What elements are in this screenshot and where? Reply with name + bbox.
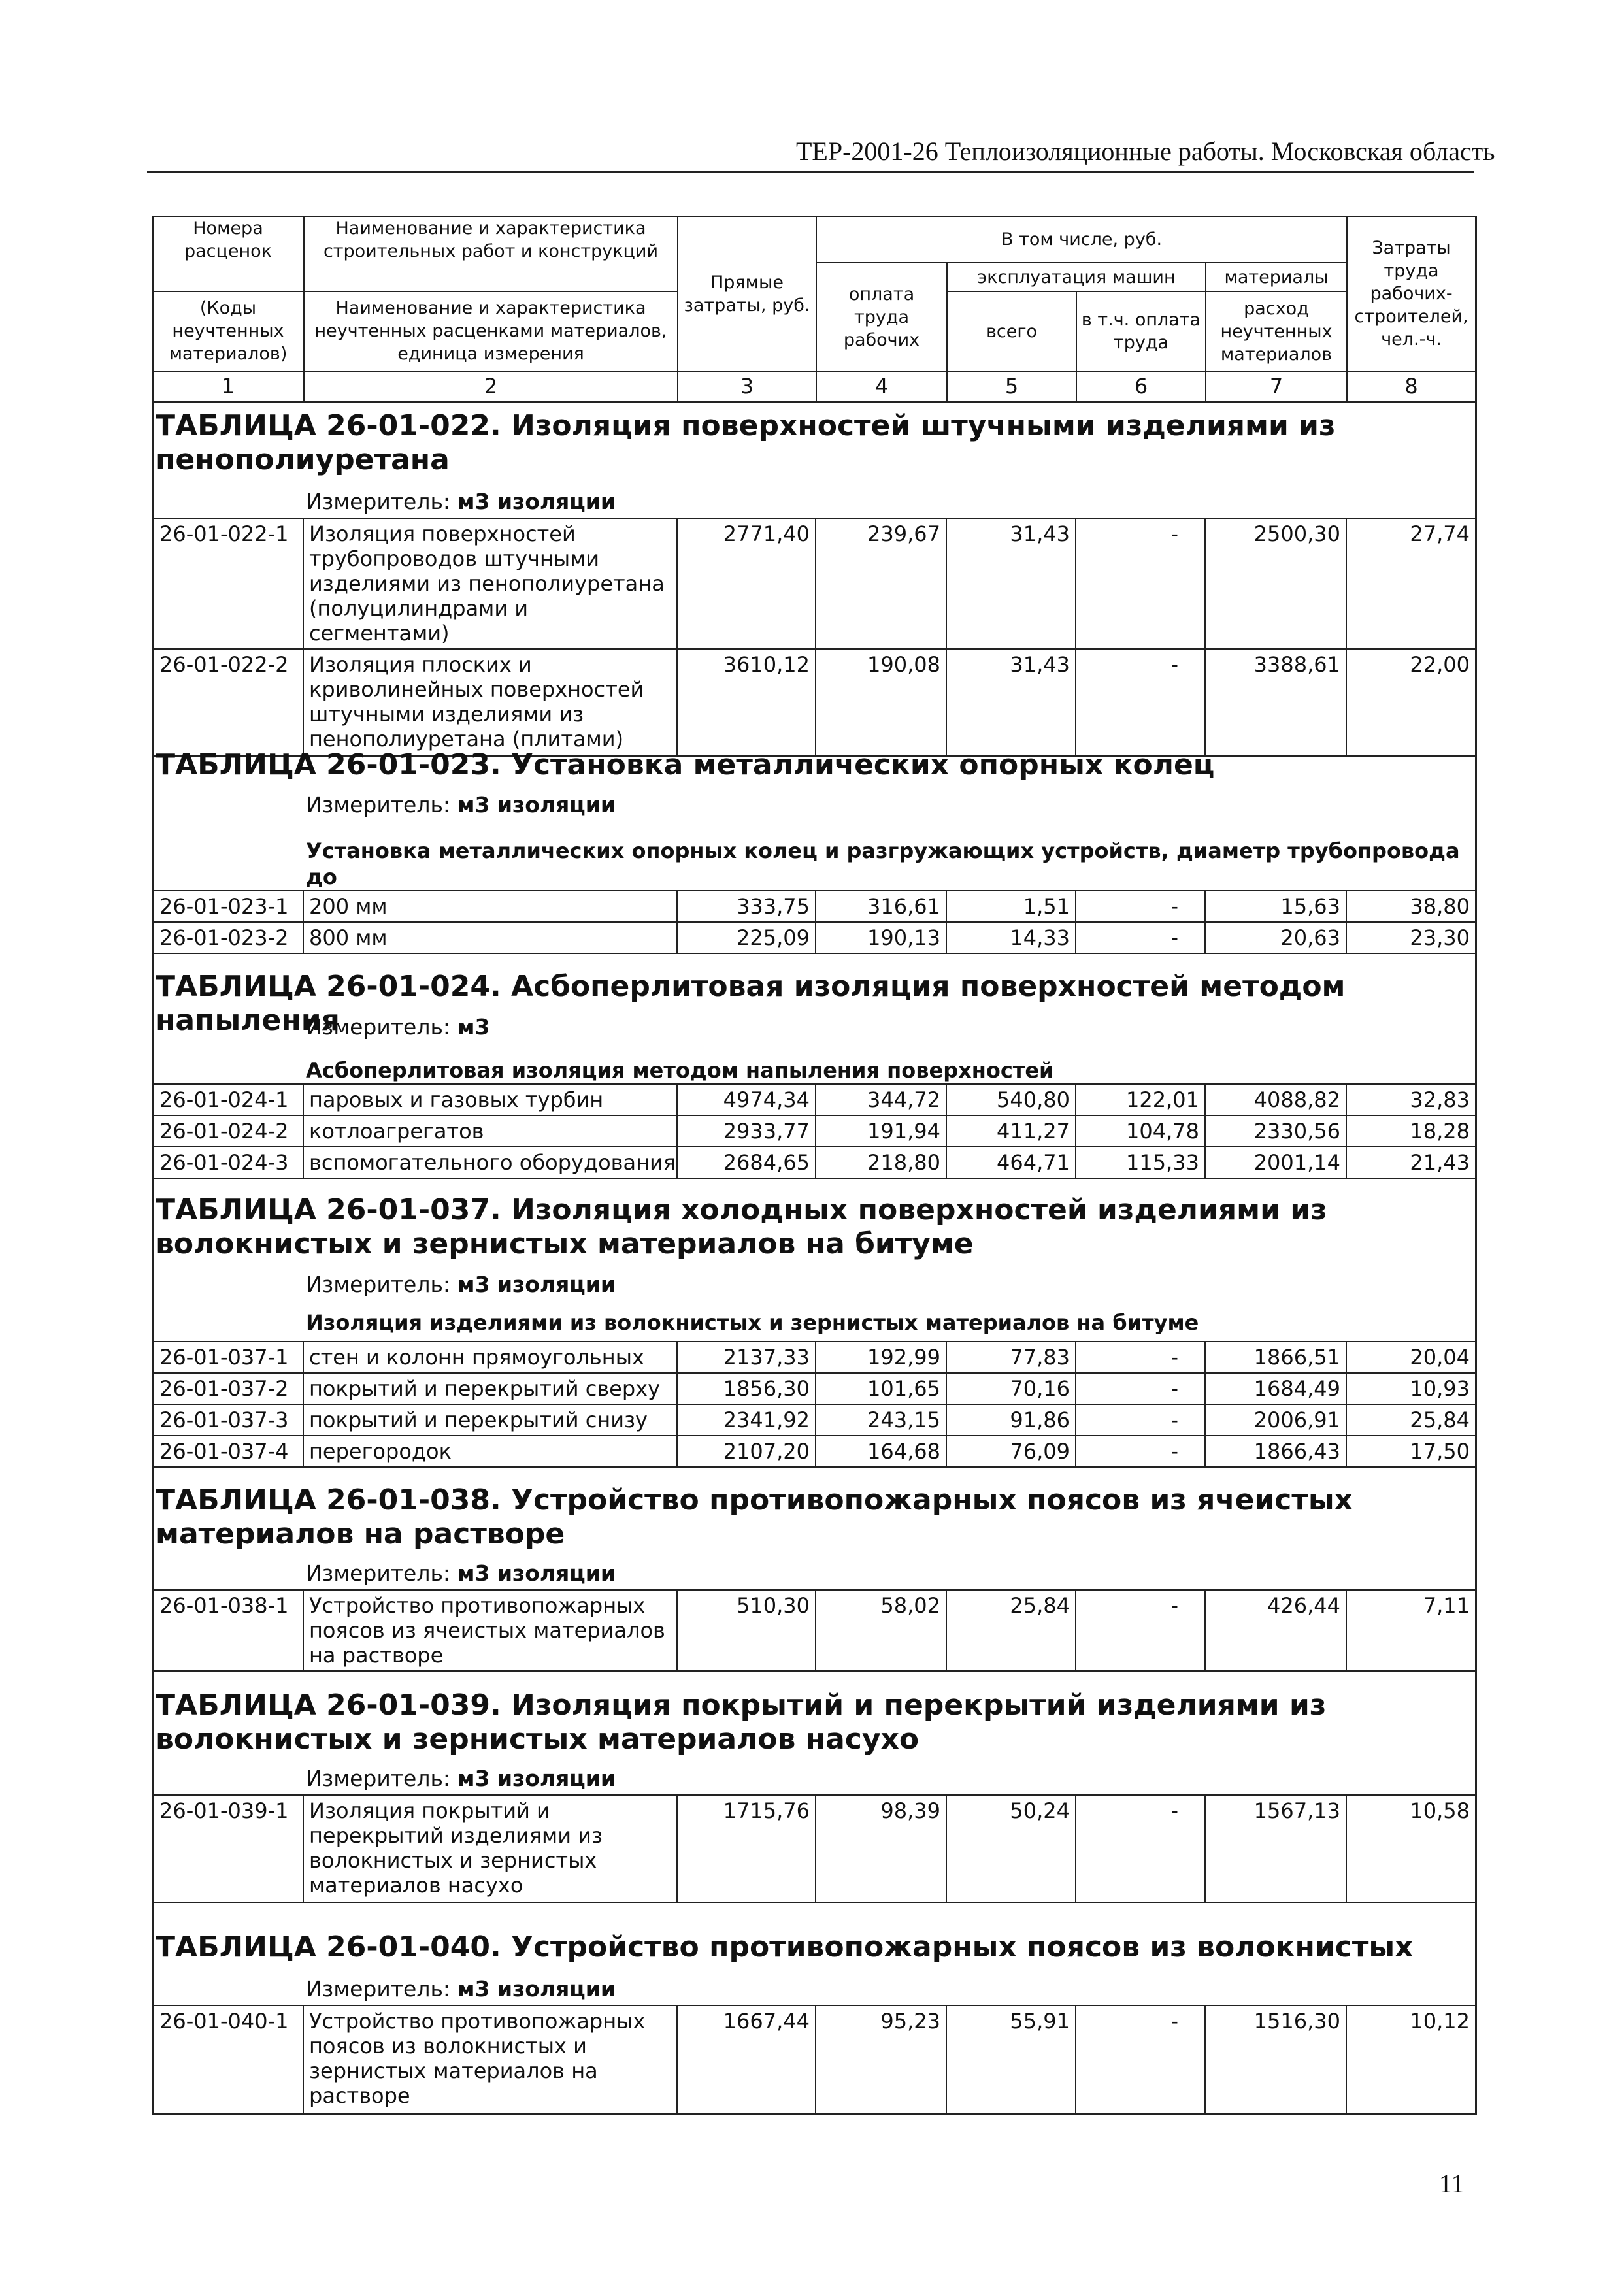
row-direct: 2341,92 [677, 1404, 816, 1436]
row-machines-labor: - [1076, 1795, 1205, 1902]
row-hours: 7,11 [1346, 1590, 1475, 1671]
data-table [152, 1794, 1475, 1903]
table-row [152, 649, 1475, 756]
measure-line: Измеритель: м3 изоляции [306, 1272, 616, 1297]
header-machines-total: всего [947, 291, 1076, 371]
table-row [152, 1115, 1475, 1147]
row-machines: 91,86 [946, 1404, 1076, 1436]
row-materials: 20,63 [1205, 922, 1346, 953]
page-header: ТЕР-2001-26 Теплоизоляционные работы. Московская область [796, 137, 1495, 166]
col-number: 2 [304, 371, 678, 402]
table-row [152, 1084, 1475, 1115]
header-material-codes: (Коды неучтенных материалов) [152, 291, 304, 371]
row-labor: 192,99 [816, 1342, 946, 1373]
table-row [152, 1795, 1475, 1902]
measure-line: Измеритель: м3 изоляции [306, 1560, 616, 1586]
row-materials: 1567,13 [1205, 1795, 1346, 1902]
row-hours: 10,93 [1346, 1373, 1475, 1404]
row-code: 26-01-024-1 [152, 1084, 303, 1115]
col-number: 4 [816, 371, 947, 402]
data-table [152, 2005, 1475, 2113]
row-name: перегородок [303, 1436, 677, 1467]
row-machines-labor: - [1076, 1404, 1205, 1436]
table-row [152, 1404, 1475, 1436]
row-code: 26-01-023-2 [152, 922, 303, 953]
row-direct: 1667,44 [677, 2005, 816, 2113]
row-hours: 38,80 [1346, 891, 1475, 922]
row-labor: 190,08 [816, 649, 946, 756]
row-hours: 10,12 [1346, 2005, 1475, 2113]
row-hours: 10,58 [1346, 1795, 1475, 1902]
table-row [152, 922, 1475, 953]
row-machines: 1,51 [946, 891, 1076, 922]
row-code: 26-01-022-1 [152, 518, 303, 649]
row-materials: 426,44 [1205, 1590, 1346, 1671]
row-machines: 70,16 [946, 1373, 1076, 1404]
table-row [152, 1147, 1475, 1178]
row-code: 26-01-040-1 [152, 2005, 303, 2113]
row-code: 26-01-024-2 [152, 1115, 303, 1147]
row-materials: 1516,30 [1205, 2005, 1346, 2113]
row-machines-labor: - [1076, 518, 1205, 649]
header-codes: Номера расценок [152, 216, 304, 263]
row-hours: 32,83 [1346, 1084, 1475, 1115]
header-materials-consumption: расход неучтенных материалов [1206, 291, 1347, 371]
group-title: Изоляция изделиями из волокнистых и зернистых материалов на битуме [306, 1310, 1199, 1335]
row-name: стен и колонн прямоугольных [303, 1342, 677, 1373]
row-machines: 50,24 [946, 1795, 1076, 1902]
row-name: покрытий и перекрытий сверху [303, 1373, 677, 1404]
row-materials: 1684,49 [1205, 1373, 1346, 1404]
row-hours: 20,04 [1346, 1342, 1475, 1373]
row-name: котлоагрегатов [303, 1115, 677, 1147]
row-labor: 344,72 [816, 1084, 946, 1115]
row-direct: 510,30 [677, 1590, 816, 1671]
data-table [152, 1589, 1475, 1672]
row-direct: 2684,65 [677, 1147, 816, 1178]
row-labor: 190,13 [816, 922, 946, 953]
row-name: 800 мм [303, 922, 677, 953]
row-hours: 17,50 [1346, 1436, 1475, 1467]
row-machines: 31,43 [946, 649, 1076, 756]
row-code: 26-01-039-1 [152, 1795, 303, 1902]
row-labor: 239,67 [816, 518, 946, 649]
row-machines-labor: - [1076, 1373, 1205, 1404]
row-direct: 1715,76 [677, 1795, 816, 1902]
row-hours: 23,30 [1346, 922, 1475, 953]
measure-line: Измеритель: м3 изоляции [306, 792, 616, 817]
column-header-table [152, 216, 1476, 403]
col-number: 5 [947, 371, 1076, 402]
header-labor: оплата труда рабочих [816, 263, 947, 371]
row-materials: 15,63 [1205, 891, 1346, 922]
row-direct: 3610,12 [677, 649, 816, 756]
row-machines: 540,80 [946, 1084, 1076, 1115]
row-name: Изоляция поверхностей трубопроводов штучными изделиями из пенополиуретана (полуцилиндрами и сегментами) [303, 518, 677, 649]
header-machines-labor: в т.ч. оплата труда [1076, 291, 1206, 371]
row-name: Изоляция плоских и криволинейных поверхностей штучными изделиями из пенополиуретана (плитами) [303, 649, 677, 756]
row-materials: 1866,43 [1205, 1436, 1346, 1467]
row-materials: 4088,82 [1205, 1084, 1346, 1115]
section-title: ТАБЛИЦА 26-01-040. Устройство противопожарных поясов из волокнистых [156, 1930, 1414, 1964]
header-labor-hours: Затраты труда рабочих-строителей, чел.-ч. [1347, 216, 1476, 371]
row-hours: 22,00 [1346, 649, 1475, 756]
row-labor: 191,94 [816, 1115, 946, 1147]
row-hours: 18,28 [1346, 1115, 1475, 1147]
row-name: 200 мм [303, 891, 677, 922]
col-number: 6 [1076, 371, 1206, 402]
row-materials: 2006,91 [1205, 1404, 1346, 1436]
row-direct: 1856,30 [677, 1373, 816, 1404]
row-materials: 1866,51 [1205, 1342, 1346, 1373]
row-name: Устройство противопожарных поясов из ячеистых материалов на растворе [303, 1590, 677, 1671]
group-title: Установка металлических опорных колец и разгружающих устройств, диаметр трубопровода до [306, 838, 1460, 889]
section-title: ТАБЛИЦА 26-01-022. Изоляция поверхностей штучными изделиями из пенополиуретана [156, 409, 1336, 476]
row-materials: 2330,56 [1205, 1115, 1346, 1147]
row-machines: 55,91 [946, 2005, 1076, 2113]
row-machines-labor: 104,78 [1076, 1115, 1205, 1147]
table-row [152, 891, 1475, 922]
header-name: Наименование и характеристика строительных работ и конструкций [304, 216, 678, 263]
row-code: 26-01-037-2 [152, 1373, 303, 1404]
header-direct: Прямые затраты, руб. [678, 216, 816, 371]
row-labor: 58,02 [816, 1590, 946, 1671]
row-code: 26-01-024-3 [152, 1147, 303, 1178]
row-machines: 25,84 [946, 1590, 1076, 1671]
row-direct: 2107,20 [677, 1436, 816, 1467]
measure-line: Измеритель: м3 [306, 1014, 490, 1040]
col-number: 3 [678, 371, 816, 402]
row-direct: 333,75 [677, 891, 816, 922]
row-materials: 2500,30 [1205, 518, 1346, 649]
row-machines: 76,09 [946, 1436, 1076, 1467]
row-machines-labor: - [1076, 922, 1205, 953]
measure-unit: м3 изоляции [457, 1976, 616, 2002]
table-row [152, 2005, 1475, 2113]
table-row [152, 1342, 1475, 1373]
row-code: 26-01-038-1 [152, 1590, 303, 1671]
row-machines: 31,43 [946, 518, 1076, 649]
row-machines-labor: - [1076, 2005, 1205, 2113]
row-name: Устройство противопожарных поясов из волокнистых и зернистых материалов на растворе [303, 2005, 677, 2113]
row-labor: 98,39 [816, 1795, 946, 1902]
section-title: ТАБЛИЦА 26-01-038. Устройство противопожарных поясов из ячеистых материалов на растворе [156, 1483, 1353, 1551]
row-code: 26-01-037-4 [152, 1436, 303, 1467]
row-machines-labor: 115,33 [1076, 1147, 1205, 1178]
row-code: 26-01-023-1 [152, 891, 303, 922]
measure-unit: м3 изоляции [457, 1272, 616, 1297]
col-number: 7 [1206, 371, 1347, 402]
row-name: Изоляция покрытий и перекрытий изделиями из волокнистых и зернистых материалов насухо [303, 1795, 677, 1902]
row-code: 26-01-022-2 [152, 649, 303, 756]
data-table [152, 890, 1475, 954]
section-title: ТАБЛИЦА 26-01-023. Установка металлических опорных колец [156, 748, 1215, 782]
row-labor: 243,15 [816, 1404, 946, 1436]
measure-line: Измеритель: м3 изоляции [306, 1766, 616, 1791]
table-row [152, 1590, 1475, 1671]
row-direct: 225,09 [677, 922, 816, 953]
data-table [152, 1083, 1475, 1179]
section-title: ТАБЛИЦА 26-01-024. Асбоперлитовая изоляция поверхностей методом напыления [156, 970, 1346, 1037]
measure-line: Измеритель: м3 изоляции [306, 489, 616, 514]
page-number: 11 [1439, 2169, 1465, 2198]
row-direct: 2137,33 [677, 1342, 816, 1373]
row-labor: 218,80 [816, 1147, 946, 1178]
row-name: покрытий и перекрытий снизу [303, 1404, 677, 1436]
header-material-name: Наименование и характеристика неучтенных расценками материалов, единица измерения [304, 291, 678, 371]
measure-unit: м3 [457, 1014, 490, 1040]
row-machines-labor: 122,01 [1076, 1084, 1205, 1115]
row-name: вспомогательного оборудования [303, 1147, 677, 1178]
row-labor: 316,61 [816, 891, 946, 922]
row-direct: 2933,77 [677, 1115, 816, 1147]
row-machines-labor: - [1076, 891, 1205, 922]
table-row [152, 518, 1475, 649]
header-rule [147, 171, 1474, 173]
table-row [152, 1436, 1475, 1467]
row-machines-labor: - [1076, 649, 1205, 756]
row-hours: 25,84 [1346, 1404, 1475, 1436]
group-title: Асбоперлитовая изоляция методом напыления поверхностей [306, 1058, 1054, 1083]
row-machines-labor: - [1076, 1436, 1205, 1467]
row-name: паровых и газовых турбин [303, 1084, 677, 1115]
row-hours: 27,74 [1346, 518, 1475, 649]
row-machines-labor: - [1076, 1342, 1205, 1373]
data-table [152, 1341, 1475, 1468]
header-including: В том числе, руб. [816, 216, 1347, 263]
measure-unit: м3 изоляции [457, 792, 616, 817]
measure-line: Измеритель: м3 изоляции [306, 1976, 616, 2002]
row-machines: 464,71 [946, 1147, 1076, 1178]
section-title: ТАБЛИЦА 26-01-037. Изоляция холодных поверхностей изделиями из волокнистых и зернистых материалов на битуме [156, 1193, 1327, 1261]
section-title: ТАБЛИЦА 26-01-039. Изоляция покрытий и перекрытий изделиями из волокнистых и зернистых материалов насухо [156, 1689, 1327, 1756]
row-direct: 2771,40 [677, 518, 816, 649]
row-code: 26-01-037-3 [152, 1404, 303, 1436]
row-machines: 411,27 [946, 1115, 1076, 1147]
header-materials: материалы [1206, 263, 1347, 291]
table-row [152, 1373, 1475, 1404]
col-number: 1 [152, 371, 304, 402]
row-labor: 164,68 [816, 1436, 946, 1467]
data-table [152, 518, 1475, 757]
row-machines: 14,33 [946, 922, 1076, 953]
row-machines-labor: - [1076, 1590, 1205, 1671]
row-materials: 2001,14 [1205, 1147, 1346, 1178]
row-labor: 95,23 [816, 2005, 946, 2113]
row-materials: 3388,61 [1205, 649, 1346, 756]
row-direct: 4974,34 [677, 1084, 816, 1115]
col-number: 8 [1347, 371, 1476, 402]
measure-unit: м3 изоляции [457, 1560, 616, 1586]
measure-unit: м3 изоляции [457, 1766, 616, 1791]
row-machines: 77,83 [946, 1342, 1076, 1373]
header-machines: эксплуатация машин [947, 263, 1206, 291]
row-hours: 21,43 [1346, 1147, 1475, 1178]
row-code: 26-01-037-1 [152, 1342, 303, 1373]
measure-unit: м3 изоляции [457, 489, 616, 514]
row-labor: 101,65 [816, 1373, 946, 1404]
